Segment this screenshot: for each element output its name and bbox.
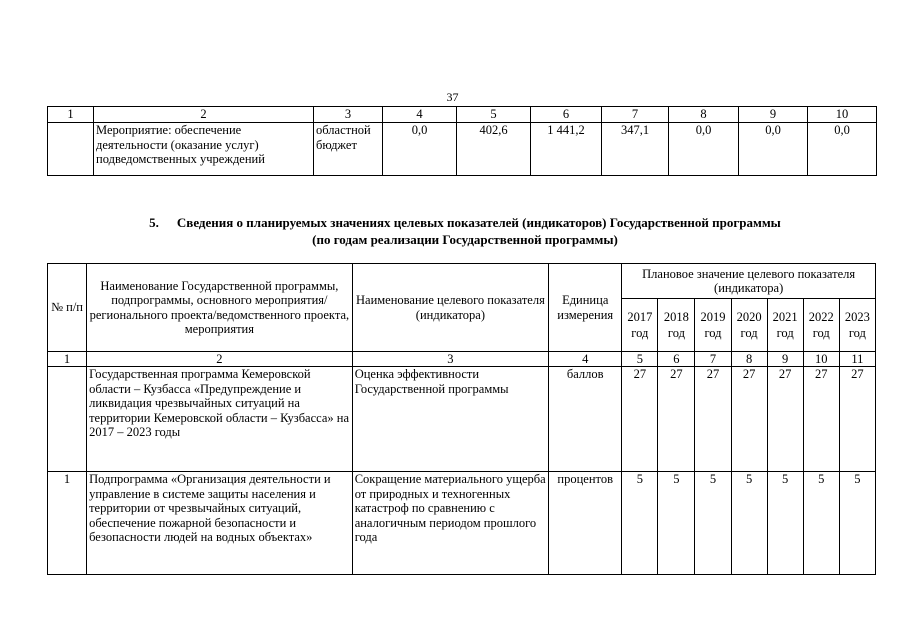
section-title-line1: Сведения о планируемых значениях целевых показателей (индикаторов) Государственной программы: [176, 215, 781, 230]
column-number: 8: [731, 352, 767, 367]
header-unit: Единица измерения: [549, 264, 622, 352]
header-year: 2023 год: [839, 299, 875, 352]
indicator-name: Сокращение материального ущерба от природных и техногенных катастроф по сравнению с аналогичным периодом прошлого года: [352, 472, 548, 575]
column-number-row: [48, 352, 876, 367]
program-name: Подпрограмма «Организация деятельности и управление в системе защиты населения и территории от чрезвычайных ситуаций, обеспечение пожарной безопасности и безопасности людей на водных объектах»: [87, 472, 353, 575]
column-number: 8: [669, 107, 739, 123]
planned-value: 27: [731, 367, 767, 472]
indicators-table: [47, 263, 876, 575]
funding-table: [47, 106, 877, 176]
column-number: 3: [314, 107, 383, 123]
column-number: 4: [383, 107, 457, 123]
section-title: [60, 214, 870, 248]
header-year: 2020 год: [731, 299, 767, 352]
funding-value: 402,6: [457, 123, 531, 176]
column-number: 7: [695, 352, 731, 367]
empty-cell: [48, 123, 94, 176]
header-program-name: Наименование Государственной программы, подпрограммы, основного мероприятия/регионального проекта/ведомственного проекта, мероприятия: [87, 264, 353, 352]
column-number: 5: [622, 352, 658, 367]
section-title-line2: (по годам реализации Государственной программы): [312, 232, 618, 247]
column-number: 11: [839, 352, 875, 367]
program-name: Государственная программа Кемеровской области – Кузбасса «Предупреждение и ликвидация чрезвычайных ситуаций на территории Кемеровской области – Кузбасса» на 2017 – 2023 годы: [87, 367, 353, 472]
planned-value: 27: [658, 367, 695, 472]
funding-value: 0,0: [808, 123, 877, 176]
column-number: 9: [767, 352, 803, 367]
column-number: 1: [48, 107, 94, 123]
header-year: 2018 год: [658, 299, 695, 352]
header-no: № п/п: [48, 264, 87, 352]
unit: процентов: [549, 472, 622, 575]
planned-value: 5: [803, 472, 839, 575]
header-planned-value: Плановое значение целевого показателя (индикатора): [622, 264, 876, 299]
planned-value: 5: [695, 472, 731, 575]
planned-value: 27: [803, 367, 839, 472]
planned-value: 27: [767, 367, 803, 472]
planned-value: 27: [839, 367, 875, 472]
header-indicator-name: Наименование целевого показателя (индикатора): [352, 264, 548, 352]
column-number: 5: [457, 107, 531, 123]
row-number: 1: [48, 472, 87, 575]
header-row: [48, 264, 876, 299]
planned-value: 5: [767, 472, 803, 575]
column-number: 2: [94, 107, 314, 123]
funding-value: 0,0: [669, 123, 739, 176]
header-year: 2022 год: [803, 299, 839, 352]
indicator-name: Оценка эффективности Государственной программы: [352, 367, 548, 472]
column-number: 2: [87, 352, 353, 367]
funding-value: 1 441,2: [531, 123, 602, 176]
planned-value: 27: [622, 367, 658, 472]
column-number: 3: [352, 352, 548, 367]
planned-value: 5: [731, 472, 767, 575]
column-number: 10: [808, 107, 877, 123]
column-number: 10: [803, 352, 839, 367]
column-number: 9: [739, 107, 808, 123]
column-number: 1: [48, 352, 87, 367]
column-number: 4: [549, 352, 622, 367]
row-number: [48, 367, 87, 472]
page-number: 37: [446, 90, 459, 104]
table-row: [48, 123, 877, 176]
planned-value: 27: [695, 367, 731, 472]
unit: баллов: [549, 367, 622, 472]
funding-value: 0,0: [383, 123, 457, 176]
column-number: 6: [658, 352, 695, 367]
funding-value: 347,1: [602, 123, 669, 176]
table-row: [48, 367, 876, 472]
planned-value: 5: [658, 472, 695, 575]
planned-value: 5: [839, 472, 875, 575]
column-number: 7: [602, 107, 669, 123]
header-year: 2017 год: [622, 299, 658, 352]
table-row: [48, 472, 876, 575]
header-year: 2019 год: [695, 299, 731, 352]
column-number-row: [48, 107, 877, 123]
column-number: 6: [531, 107, 602, 123]
funding-source: областной бюджет: [314, 123, 383, 176]
measure-name: Мероприятие: обеспечение деятельности (оказание услуг) подведомственных учреждений: [94, 123, 314, 176]
funding-value: 0,0: [739, 123, 808, 176]
header-year: 2021 год: [767, 299, 803, 352]
planned-value: 5: [622, 472, 658, 575]
section-number: 5.: [149, 215, 159, 230]
